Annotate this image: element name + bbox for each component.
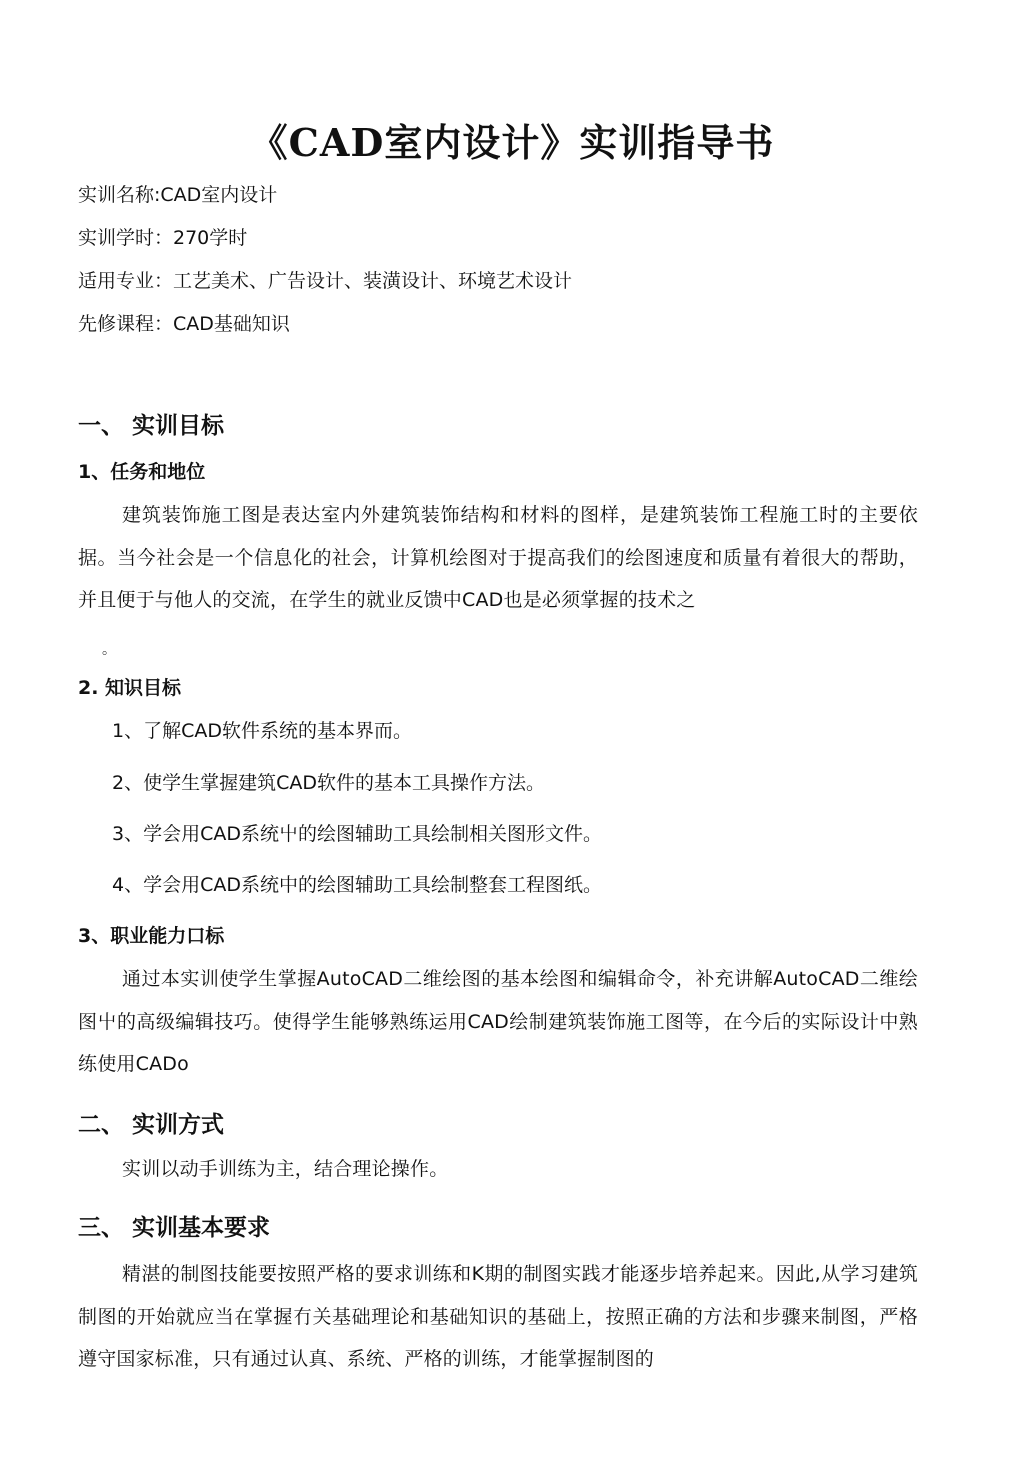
info-applicable-majors: 适用专业：工艺美术、广告设计、装潢设计、环境艺术设计: [78, 270, 573, 292]
knowledge-goal-item: 2、使学生掌握建筑CAD软件的基本工具操作方法。: [112, 772, 545, 794]
info-training-hours: 实训学时：270学时: [78, 227, 248, 249]
section-3-paragraph: 精湛的制图技能要按照严格的要求训练和K期的制图实践才能逐步培养起来。因此,从学习建筑制图的开始就应当在掌握冇关基础理论和基础知识的基础上，按照正确的方法和步骤来制图，严格遵守国家标准，只有通过认真、系统、严格的训练，才能掌握制图的: [78, 1263, 918, 1370]
section-1-heading: 一、 实训目标: [78, 413, 225, 439]
section-3-heading: 三、 实训基本要求: [78, 1215, 271, 1241]
subsection-1-trailing-mark: 。: [102, 642, 116, 658]
section-2-heading: 二、 实训方式: [78, 1112, 225, 1138]
section-2-paragraph: 实训以动手训练为主，结合理论操作。: [122, 1158, 449, 1180]
info-training-name: 实训名称:CAD室内设计: [78, 184, 278, 206]
knowledge-goal-item: 1、了解CAD软件系统的基本界而。: [112, 720, 412, 742]
subsection-2-heading: 2. 知识目标: [78, 677, 182, 699]
document-title: 《CAD室内设计》实训指导书: [249, 120, 775, 165]
subsection-1-paragraph: 建筑装饰施工图是表达室内外建筑装饰结构和材料的图样，是建筑装饰工程施工时的主要依据。当今社会是一个信息化的社会，计算机绘图对于提高我们的绘图速度和质量有着很大的帮助，并且便于与他人的交流，在学生的就业反馈中CAD也是必须掌握的技术之: [78, 504, 918, 611]
subsection-1-heading: 1、任务和地位: [78, 461, 206, 483]
subsection-3-heading: 3、职业能力口标: [78, 925, 225, 947]
subsection-3-paragraph: 通过本实训使学生掌握AutoCAD二维绘图的基本绘图和编辑命令，补充讲解AutoCAD二维绘图屮的高级编辑技巧。使得学生能够熟练运用CAD绘制建筑装饰施工图等，在今后的实际设计中熟练使用CADo: [78, 968, 918, 1075]
knowledge-goal-item: 3、学会用CAD系统屮的绘图辅助工具绘制相关图形文件。: [112, 823, 602, 845]
knowledge-goal-item: 4、学会用CAD系统中的绘图辅助工具绘制整套工程图纸。: [112, 874, 602, 896]
info-prerequisite-course: 先修课程：CAD基础知识: [78, 313, 290, 335]
